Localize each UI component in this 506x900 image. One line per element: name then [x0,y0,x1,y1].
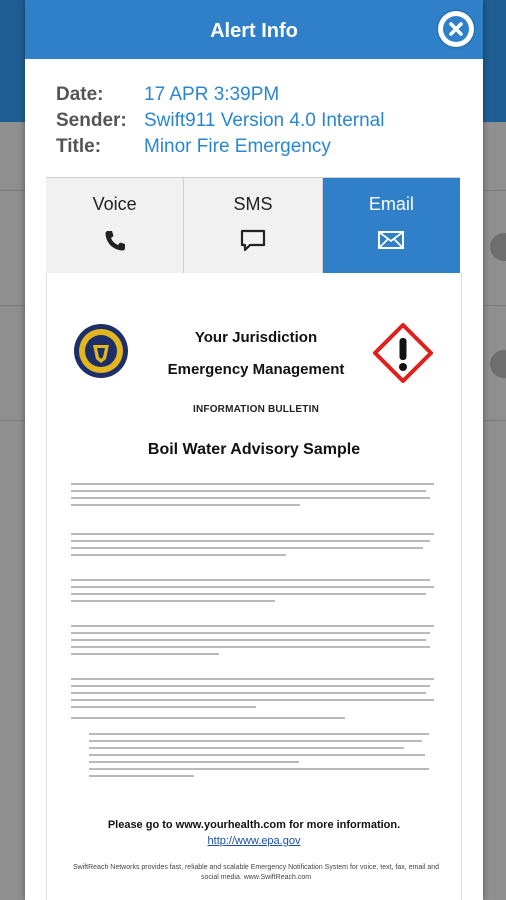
sender-row [56,108,384,134]
body-paragraph [71,678,441,713]
close-button[interactable] [438,11,474,47]
title-label: Title: [56,136,102,157]
tab-email[interactable] [323,178,460,274]
title-value: Minor Fire Emergency [144,136,331,157]
tab-voice-label: Voice [92,194,137,214]
tab-email-label: Email [368,194,414,214]
epa-link[interactable]: http://www.epa.gov [207,835,301,847]
more-info [87,817,421,849]
sender-label: Sender: [56,110,127,131]
email-content[interactable] [46,273,462,900]
alert-info-modal [25,0,483,900]
tab-sms-label: SMS [233,194,273,214]
date-value: 17 APR 3:39PM [144,84,280,105]
date-label: Date: [56,84,104,105]
more-info-text: Please go to www.yourhealth.com for more information. [107,819,401,831]
bullet-item [89,733,439,782]
modal-title: Alert Info [210,20,298,42]
body-paragraph [71,483,441,511]
emergency-management-heading: Emergency Management [167,361,345,378]
phone-icon [102,228,128,254]
modal-header [25,0,483,59]
tab-sms[interactable] [184,178,322,274]
swiftreach-footnote: SwiftReach Networks provides fast, reliable and scalable Emergency Notification System for voice, text, fax, email and social media. www.SwiftReach.com [72,864,440,881]
bulletin-label: INFORMATION BULLETIN [192,404,320,415]
document-title: Boil Water Advisory Sample [147,441,361,458]
chat-bubble-icon [239,228,267,254]
sender-value: Swift911 Version 4.0 Internal [144,110,385,131]
body-paragraph [71,579,441,607]
close-icon [443,16,469,42]
alert-details [56,82,384,160]
body-paragraph [71,533,441,561]
body-paragraph [71,625,441,660]
title-row [56,134,384,160]
tab-voice[interactable] [46,178,184,274]
jurisdiction-heading: Your Jurisdiction [194,329,318,346]
county-seal-icon [73,323,129,379]
body-paragraph [71,717,441,724]
date-row [56,82,384,108]
envelope-icon [377,228,405,252]
message-type-tabs [46,177,460,275]
hazard-warning-icon [373,323,433,383]
